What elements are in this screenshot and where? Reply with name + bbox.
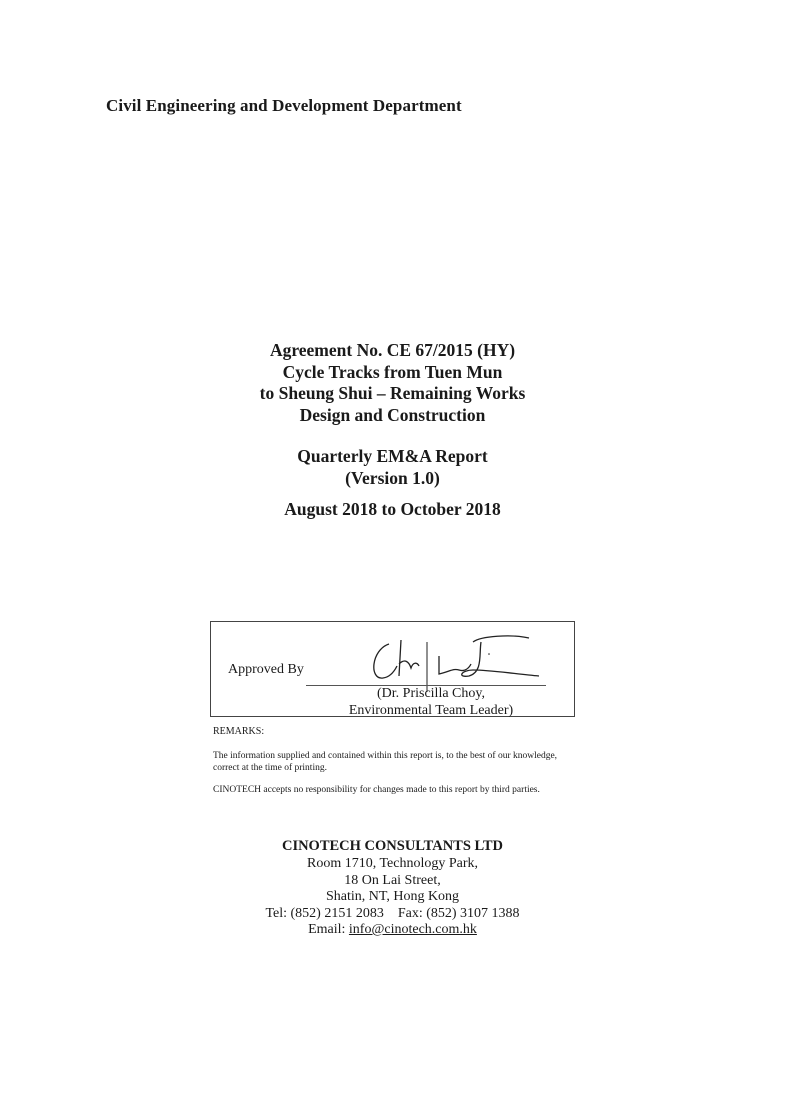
approved-by-label: Approved By — [228, 662, 304, 677]
report-period: August 2018 to October 2018 — [284, 499, 501, 519]
email-row — [0, 922, 785, 939]
email-label: Email: — [308, 922, 349, 937]
agreement-title — [0, 340, 785, 426]
address-line: Room 1710, Technology Park, — [306, 856, 479, 871]
signer-block — [311, 685, 551, 719]
remarks-liability: CINOTECH accepts no responsibility for changes made to this report by third parties. — [213, 785, 540, 795]
title-line: Agreement No. CE 67/2015 (HY) — [269, 340, 516, 360]
title-line: to Sheung Shui – Remaining Works — [259, 383, 526, 403]
address-line: Shatin, NT, Hong Kong — [325, 889, 460, 904]
title-line: Design and Construction — [299, 404, 486, 425]
report-version: (Version 1.0) — [345, 467, 440, 488]
report-name: Quarterly EM&A Report — [297, 446, 488, 466]
remarks-heading: REMARKS: — [213, 726, 265, 737]
signer-role: Environmental Team Leader) — [348, 703, 514, 718]
address-line: 18 On Lai Street, — [344, 872, 441, 888]
title-line: Cycle Tracks from Tuen Mun — [282, 361, 503, 382]
report-title — [0, 446, 785, 489]
company-address — [0, 856, 785, 939]
signer-name: (Dr. Priscilla Choy, — [377, 686, 485, 701]
signature-image — [361, 632, 541, 692]
remarks-disclaimer: The information supplied and contained within this report is, to the best of our knowledge, correct at the time of printing. — [213, 751, 558, 773]
approval-box — [210, 621, 575, 717]
department-heading: Civil Engineering and Development Department — [106, 96, 462, 115]
phone-fax: Tel: (852) 2151 2083 Fax: (852) 3107 1388 — [265, 905, 520, 921]
company-name: CINOTECH CONSULTANTS LTD — [281, 838, 504, 854]
email-link[interactable]: info@cinotech.com.hk — [348, 922, 477, 937]
